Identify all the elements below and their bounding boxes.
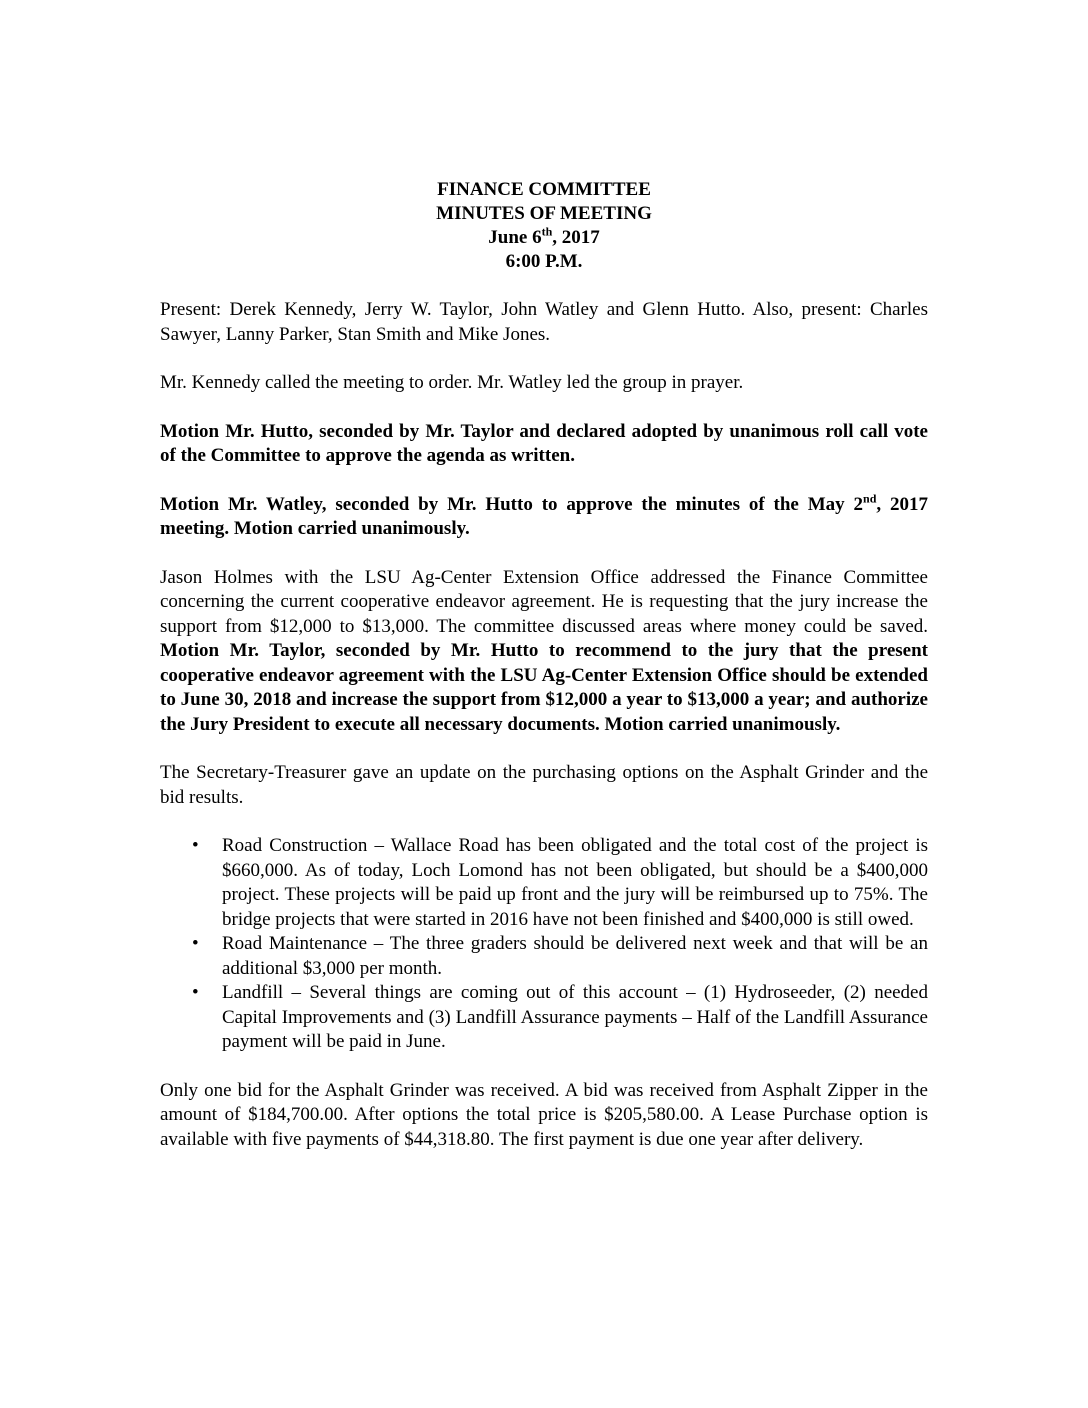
list-item-text: Road Maintenance – The three graders should be delivered next week and that will be an additional $3,000 per month. <box>222 933 928 979</box>
committee-title: FINANCE COMMITTEE <box>437 179 651 200</box>
extension-office-paragraph <box>160 566 928 738</box>
list-item-text: Road Construction – Wallace Road has been obligated and the total cost of the project is $660,000. As of today, Loch Lomond has not been obligated, but should be a $400,000 project. These projects will be paid up front and the jury will be reimbursed up to 75%. The bridge projects that were started in 2016 have not been finished and $400,000 is still owed. <box>222 835 928 930</box>
list-item <box>192 932 928 981</box>
bullet-icon: • <box>192 835 199 856</box>
list-item <box>192 981 928 1055</box>
document-header <box>160 178 928 274</box>
secretary-update-paragraph: The Secretary-Treasurer gave an update on the purchasing options on the Asphalt Grinder and the bid results. <box>160 762 928 808</box>
call-to-order-paragraph: Mr. Kennedy called the meeting to order. Mr. Watley led the group in prayer. <box>160 372 744 393</box>
extension-office-motion: Motion Mr. Taylor, seconded by Mr. Hutto to recommend to the jury that the present cooperative endeavor agreement with the LSU Ag-Center Extension Office should be extended to June 30, 2018 and increase the support from $12,000 a year to $13,000 a year; and authorize the Jury President to execute all necessary documents. Motion carried unanimously. <box>160 640 928 735</box>
bullet-icon: • <box>192 982 199 1003</box>
document-page <box>160 178 928 1176</box>
motion-minutes-text-end: , 2017 meeting. Motion carried unanimously. <box>160 493 929 539</box>
bullet-icon: • <box>192 933 199 954</box>
motion-minutes-text: Motion Mr. Watley, seconded by Mr. Hutto to approve the minutes of the May 2 <box>160 493 864 515</box>
minutes-title: MINUTES OF MEETING <box>436 203 652 224</box>
meeting-time: 6:00 P.M. <box>505 251 583 272</box>
meeting-date <box>160 226 928 250</box>
meeting-date-year: , 2017 <box>552 227 600 248</box>
motion-agenda-paragraph: Motion Mr. Hutto, seconded by Mr. Taylor and declared adopted by unanimous roll call vote of the Committee to approve the agenda as written. <box>160 420 928 466</box>
motion-minutes-paragraph <box>160 493 928 542</box>
attendance-paragraph: Present: Derek Kennedy, Jerry W. Taylor, John Watley and Glenn Hutto. Also, present: Charles Sawyer, Lanny Parker, Stan Smith and Mike Jones. <box>160 299 928 345</box>
list-item-text: Landfill – Several things are coming out of this account – (1) Hydroseeder, (2) needed Capital Improvements and (3) Landfill Assurance payments – Half of the Landfill Assurance payment will be paid in June. <box>222 982 928 1052</box>
meeting-date-suffix: th <box>541 224 553 239</box>
meeting-date-day: June 6 <box>488 227 542 248</box>
motion-minutes-suffix: nd <box>863 491 877 506</box>
extension-office-text: Jason Holmes with the LSU Ag-Center Extension Office addressed the Finance Committee concerning the current cooperative endeavor agreement. He is requesting that the jury increase the support from $12,000 to $13,000. The committee discussed areas where money could be saved. <box>160 566 928 637</box>
bid-paragraph: Only one bid for the Asphalt Grinder was received. A bid was received from Asphalt Zipper in the amount of $184,700.00. After options the total price is $205,580.00. A Lease Purchase option is available with five payments of $44,318.80. The first payment is due one year after delivery. <box>160 1079 928 1150</box>
list-item <box>192 834 928 932</box>
update-bullet-list <box>160 834 928 1055</box>
